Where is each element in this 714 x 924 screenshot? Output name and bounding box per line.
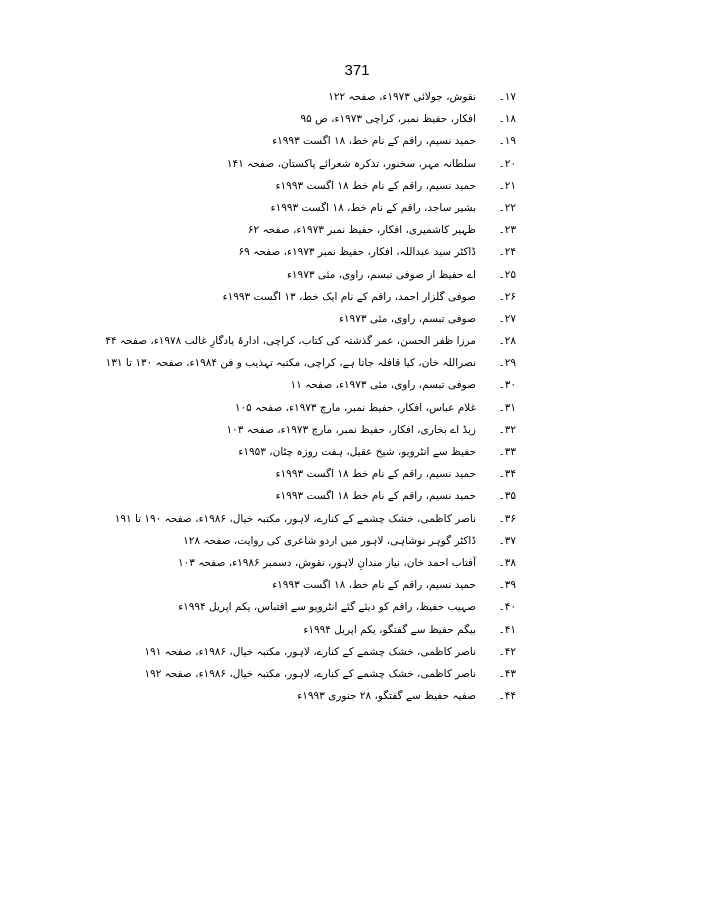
footnote-text: صوفی تبسم، راوی، مئی ۱۹۷۳ء، صفحہ ۱۱ xyxy=(290,379,476,392)
footnote-text: آفتاب احمد خان، نیاز مندانِ لاہور، نقوش، دسمبر ۱۹۸۶ء، صفحہ ۱۰۳ xyxy=(177,556,476,569)
footnote-item xyxy=(200,286,516,308)
footnote-text: حمید نسیم، راقم کے نام خط ۱۸ اگست ۱۹۹۳ء xyxy=(275,468,476,481)
footnote-item xyxy=(144,663,516,685)
footnote-text: صوفی گلزار احمد، راقم کے نام ایک خط، ۱۳ اگست ۱۹۹۳ء xyxy=(222,290,476,303)
footnote-item xyxy=(144,641,516,663)
footnote-number: ۴۱۔ xyxy=(498,623,516,636)
footnote-number: ۲۰۔ xyxy=(498,157,516,170)
footnote-number: ۴۳۔ xyxy=(498,667,516,680)
footnote-number: ۳۵۔ xyxy=(498,490,516,503)
footnote-text: ظہیر کاشمیری، افکار، حفیظ نمبر ۱۹۷۳ء، صفحہ ۶۲ xyxy=(247,224,476,237)
footnote-number: ۲۴۔ xyxy=(498,246,516,259)
footnote-item xyxy=(200,463,516,485)
footnote-item xyxy=(200,175,516,197)
footnote-text: افکار، حفیظ نمبر، کراچی ۱۹۷۳ء، ص ۹۵ xyxy=(300,113,476,126)
footnote-item xyxy=(200,153,516,175)
footnote-item xyxy=(183,530,516,552)
footnote-text: حمید نسیم، راقم کے نام خط، ۱۸ اگست ۱۹۹۳ء xyxy=(272,135,476,148)
footnote-list xyxy=(105,86,516,707)
footnote-text: بشیر ساجد، راقم کے نام خط، ۱۸ اگست ۱۹۹۳ء xyxy=(270,201,476,214)
page-number: 371 xyxy=(344,62,370,79)
footnote-item xyxy=(177,552,516,574)
footnote-text: مرزا ظفر الحسن، عمر گذشتہ کی کتاب، کراچی، ادارۂ یادگارِ غالب ۱۹۷۸ء، صفحہ ۴۴ xyxy=(105,335,476,348)
footnote-item xyxy=(200,108,516,130)
footnote-item xyxy=(200,197,516,219)
footnote-number: ۳۸۔ xyxy=(498,556,516,569)
footnote-number: ۲۲۔ xyxy=(498,201,516,214)
footnote-text: نقوش، جولائی ۱۹۷۳ء، صفحہ ۱۲۲ xyxy=(328,91,476,103)
footnote-number: ۳۳۔ xyxy=(498,446,516,458)
footnote-item xyxy=(114,508,516,530)
footnote-item xyxy=(200,685,516,707)
footnote-text: بیگم حفیظ سے گفتگو، یکم اپریل ۱۹۹۴ء xyxy=(303,623,476,636)
footnote-number: ۳۰۔ xyxy=(498,379,516,392)
footnote-number: ۳۷۔ xyxy=(498,534,516,547)
footnote-text: ڈاکٹر گوہر نوشاہی، لاہور میں اردو شاعری کی روایت، صفحہ ۱۲۸ xyxy=(183,534,476,547)
footnote-number: ۱۷۔ xyxy=(498,91,516,103)
footnote-item xyxy=(200,264,516,286)
footnote-number: ۱۹۔ xyxy=(498,135,516,148)
footnote-number: ۲۵۔ xyxy=(498,268,516,281)
footnote-text: حمید نسیم، راقم کے نام خط، ۱۸ اگست ۱۹۹۳ء xyxy=(272,579,476,592)
footnote-number: ۱۸۔ xyxy=(498,113,516,126)
footnote-text: غلام عباس، افکار، حفیظ نمبر، مارچ ۱۹۷۳ء، صفحہ ۱۰۵ xyxy=(234,401,476,414)
footnote-text: صوفی تبسم، راوی، مئی ۱۹۷۳ء xyxy=(338,312,476,325)
footnote-text: ڈاکٹر سید عبداللہ، افکار، حفیظ نمبر ۱۹۷۳ء، صفحہ ۶۹ xyxy=(238,246,476,259)
footnote-text: زیڈ اے بخاری، افکار، حفیظ نمبر، مارچ ۱۹۷۳ء، صفحہ ۱۰۳ xyxy=(226,423,476,436)
footnote-item xyxy=(200,241,516,263)
footnote-item xyxy=(200,374,516,396)
footnote-item xyxy=(178,596,516,618)
footnote-text: ناصر کاظمی، خشک چشمے کے کنارے، لاہور، مکتبہ خیال، ۱۹۸۶ء، صفحہ ۱۹۲ xyxy=(144,667,476,680)
footnote-item xyxy=(200,441,516,463)
footnote-number: ۴۴۔ xyxy=(498,690,516,703)
footnote-number: ۳۲۔ xyxy=(498,423,516,436)
footnote-text: حفیظ سے انٹرویو، شیخ عقیل، ہفت روزہ چٹان، ۱۹۵۳ء xyxy=(238,446,476,458)
footnote-number: ۳۹۔ xyxy=(498,579,516,592)
footnote-item xyxy=(200,574,516,596)
footnote-text: حمید نسیم، راقم کے نام خط ۱۸ اگست ۱۹۹۳ء xyxy=(275,179,476,192)
footnote-number: ۲۹۔ xyxy=(498,357,516,370)
footnote-number: ۳۶۔ xyxy=(498,512,516,525)
footnote-item xyxy=(200,86,516,108)
footnote-text: صہیب حفیظ، راقم کو دیئے گئے انٹرویو سے اقتباس، یکم اپریل ۱۹۹۴ء xyxy=(178,601,476,614)
footnote-number: ۲۶۔ xyxy=(498,290,516,303)
footnote-item xyxy=(200,219,516,241)
footnote-text: حمید نسیم، راقم کے نام خط ۱۸ اگست ۱۹۹۳ء xyxy=(275,490,476,503)
footnote-number: ۳۴۔ xyxy=(498,468,516,481)
footnote-number: ۲۱۔ xyxy=(498,179,516,192)
footnote-item xyxy=(200,619,516,641)
footnote-number: ۴۲۔ xyxy=(498,645,516,658)
footnote-text: ناصر کاظمی، خشک چشمے کے کنارے، لاہور، مکتبہ خیال، ۱۹۸۶ء، صفحہ ۱۹۰ تا ۱۹۱ xyxy=(114,512,476,525)
footnote-item xyxy=(105,330,516,352)
footnote-text: سلطانہ مہر، سخنور، تذکرہ شعرائے پاکستان، صفحہ ۱۴۱ xyxy=(226,157,476,170)
footnote-number: ۲۷۔ xyxy=(498,312,516,325)
footnote-text: اے حفیظ از صوفی تبسم، راوی، مئی ۱۹۷۳ء xyxy=(286,268,476,281)
footnote-number: ۳۱۔ xyxy=(498,401,516,414)
footnote-item xyxy=(200,130,516,152)
footnote-item xyxy=(200,419,516,441)
footnote-number: ۲۸۔ xyxy=(498,335,516,348)
footnote-number: ۴۰۔ xyxy=(498,601,516,614)
footnote-item xyxy=(105,352,516,374)
footnote-item xyxy=(200,397,516,419)
footnote-number: ۲۳۔ xyxy=(498,224,516,237)
footnote-item xyxy=(200,485,516,507)
footnote-item xyxy=(200,308,516,330)
footnote-text: نصراللہ خان، کیا قافلہ جاتا ہے، کراچی، مکتبہ تہذیب و فن ۱۹۸۴ء، صفحہ ۱۳۰ تا ۱۳۱ xyxy=(105,357,476,370)
footnote-text: ناصر کاظمی، خشک چشمے کے کنارے، لاہور، مکتبہ خیال، ۱۹۸۶ء، صفحہ ۱۹۱ xyxy=(144,645,476,658)
footnote-text: صفیہ حفیظ سے گفتگو، ۲۸ جنوری ۱۹۹۳ء xyxy=(297,690,476,703)
